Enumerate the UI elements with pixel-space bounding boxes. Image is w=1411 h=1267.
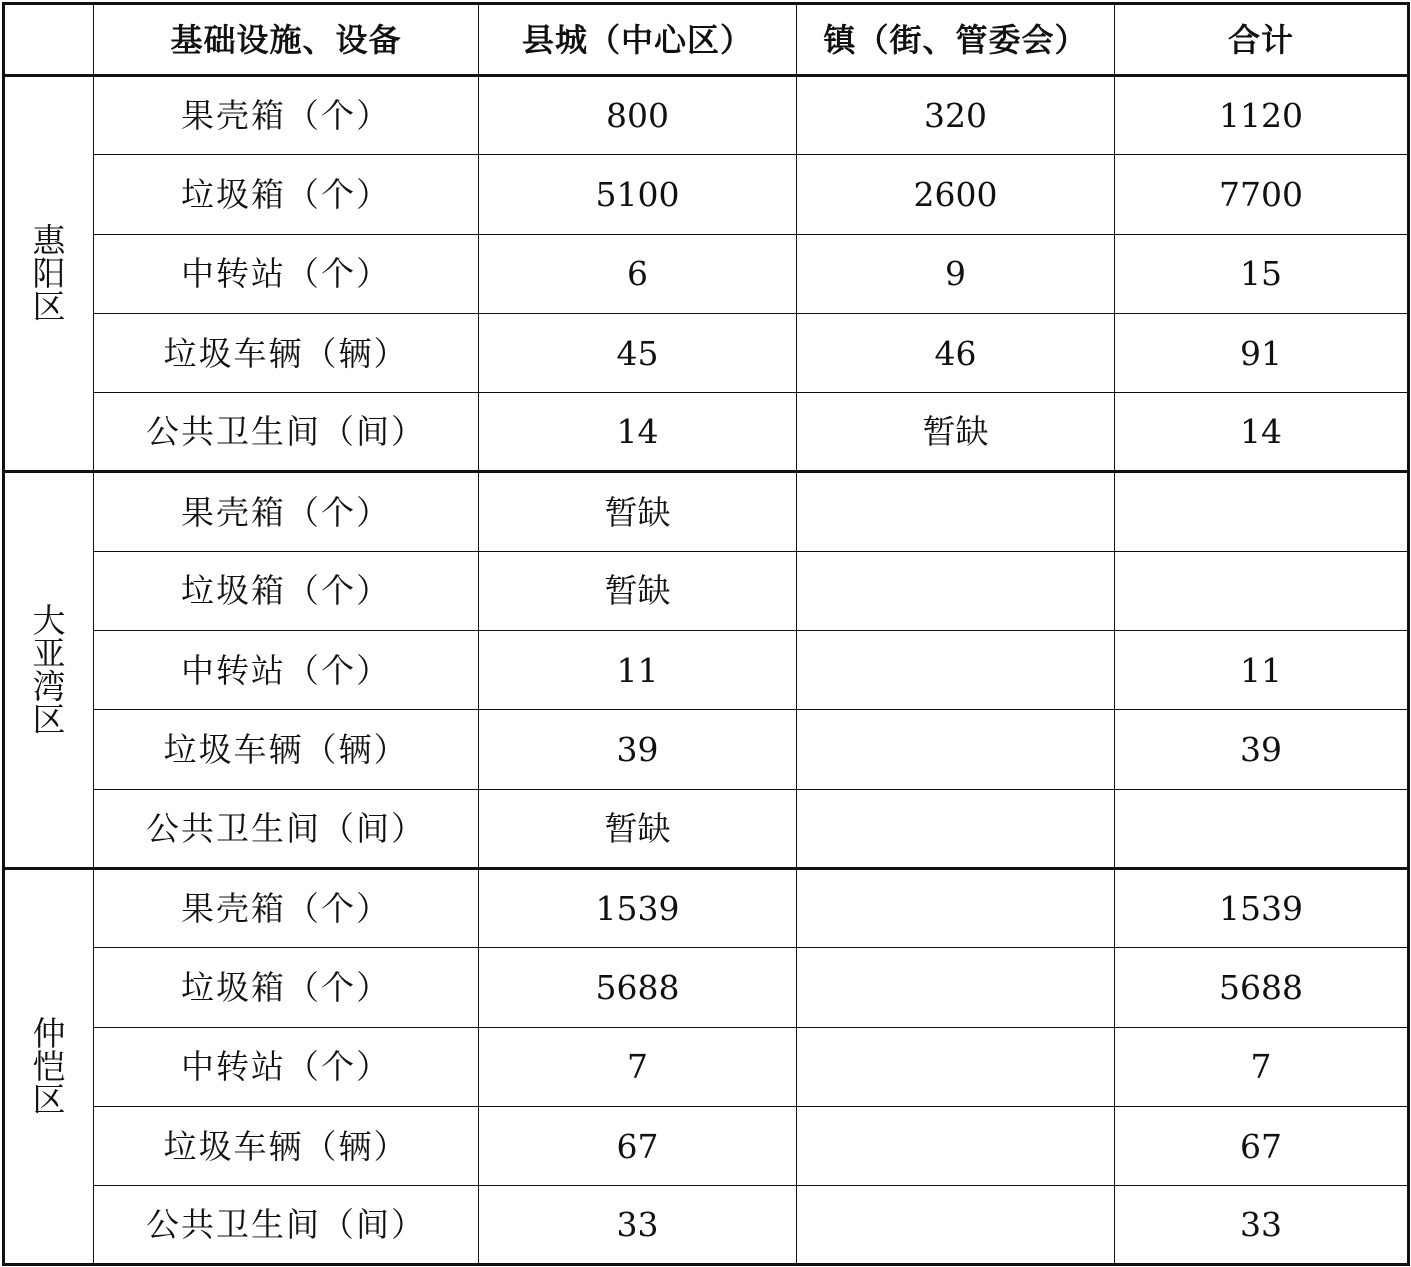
- table-row: [4, 948, 1409, 1027]
- total-cell: 33: [1115, 1186, 1409, 1265]
- table-row: [4, 868, 1409, 947]
- county-cell: 33: [479, 1186, 797, 1265]
- header-facility: 基础设施、设备: [94, 4, 479, 76]
- town-cell: [797, 1186, 1115, 1265]
- town-cell: [797, 631, 1115, 710]
- district-name: 惠阳区: [32, 221, 66, 327]
- county-cell: 1539: [479, 868, 797, 947]
- table-row: [4, 76, 1409, 155]
- total-cell: 39: [1115, 710, 1409, 789]
- town-cell: [797, 472, 1115, 551]
- item-cell: 果壳箱（个）: [94, 472, 479, 551]
- table-row: [4, 1027, 1409, 1106]
- county-cell: 45: [479, 313, 797, 392]
- header-district: [4, 4, 94, 76]
- item-cell: 果壳箱（个）: [94, 76, 479, 155]
- header-town: 镇（街、管委会）: [797, 4, 1115, 76]
- county-cell: 14: [479, 393, 797, 472]
- county-cell: 5688: [479, 948, 797, 1027]
- table-row: [4, 710, 1409, 789]
- facility-table: [2, 2, 1410, 1266]
- town-cell: [797, 868, 1115, 947]
- item-cell: 垃圾车辆（辆）: [94, 313, 479, 392]
- county-cell: 67: [479, 1106, 797, 1185]
- county-cell: 暂缺: [479, 551, 797, 630]
- county-cell: 暂缺: [479, 472, 797, 551]
- town-cell: [797, 789, 1115, 868]
- total-cell: 11: [1115, 631, 1409, 710]
- district-name: 仲恺区: [32, 1014, 66, 1120]
- item-cell: 公共卫生间（间）: [94, 1186, 479, 1265]
- total-cell: 7700: [1115, 155, 1409, 234]
- item-cell: 垃圾箱（个）: [94, 948, 479, 1027]
- item-cell: 中转站（个）: [94, 1027, 479, 1106]
- total-cell: [1115, 472, 1409, 551]
- town-cell: 2600: [797, 155, 1115, 234]
- county-cell: 800: [479, 76, 797, 155]
- item-cell: 中转站（个）: [94, 631, 479, 710]
- district-label: [4, 76, 94, 472]
- table-row: [4, 631, 1409, 710]
- item-cell: 果壳箱（个）: [94, 868, 479, 947]
- total-cell: 67: [1115, 1106, 1409, 1185]
- town-cell: 9: [797, 234, 1115, 313]
- header-total: 合计: [1115, 4, 1409, 76]
- item-cell: 垃圾箱（个）: [94, 551, 479, 630]
- total-cell: 15: [1115, 234, 1409, 313]
- item-cell: 公共卫生间（间）: [94, 393, 479, 472]
- county-cell: 暂缺: [479, 789, 797, 868]
- total-cell: 14: [1115, 393, 1409, 472]
- total-cell: 7: [1115, 1027, 1409, 1106]
- county-cell: 6: [479, 234, 797, 313]
- table-row: [4, 393, 1409, 472]
- town-cell: 320: [797, 76, 1115, 155]
- item-cell: 中转站（个）: [94, 234, 479, 313]
- total-cell: 1120: [1115, 76, 1409, 155]
- district-label: [4, 868, 94, 1264]
- town-cell: [797, 551, 1115, 630]
- town-cell: [797, 710, 1115, 789]
- town-cell: [797, 948, 1115, 1027]
- total-cell: 91: [1115, 313, 1409, 392]
- item-cell: 垃圾箱（个）: [94, 155, 479, 234]
- table-row: [4, 313, 1409, 392]
- district-label: [4, 472, 94, 868]
- table-row: [4, 234, 1409, 313]
- header-row: [4, 4, 1409, 76]
- county-cell: 39: [479, 710, 797, 789]
- total-cell: [1115, 551, 1409, 630]
- county-cell: 5100: [479, 155, 797, 234]
- table-row: [4, 472, 1409, 551]
- town-cell: [797, 1106, 1115, 1185]
- town-cell: 暂缺: [797, 393, 1115, 472]
- item-cell: 公共卫生间（间）: [94, 789, 479, 868]
- town-cell: [797, 1027, 1115, 1106]
- table-row: [4, 155, 1409, 234]
- header-county: 县城（中心区）: [479, 4, 797, 76]
- town-cell: 46: [797, 313, 1115, 392]
- item-cell: 垃圾车辆（辆）: [94, 710, 479, 789]
- total-cell: 5688: [1115, 948, 1409, 1027]
- total-cell: [1115, 789, 1409, 868]
- total-cell: 1539: [1115, 868, 1409, 947]
- table-row: [4, 1186, 1409, 1265]
- table-row: [4, 1106, 1409, 1185]
- table-row: [4, 551, 1409, 630]
- item-cell: 垃圾车辆（辆）: [94, 1106, 479, 1185]
- county-cell: 7: [479, 1027, 797, 1106]
- table-row: [4, 789, 1409, 868]
- county-cell: 11: [479, 631, 797, 710]
- district-name: 大亚湾区: [32, 601, 66, 740]
